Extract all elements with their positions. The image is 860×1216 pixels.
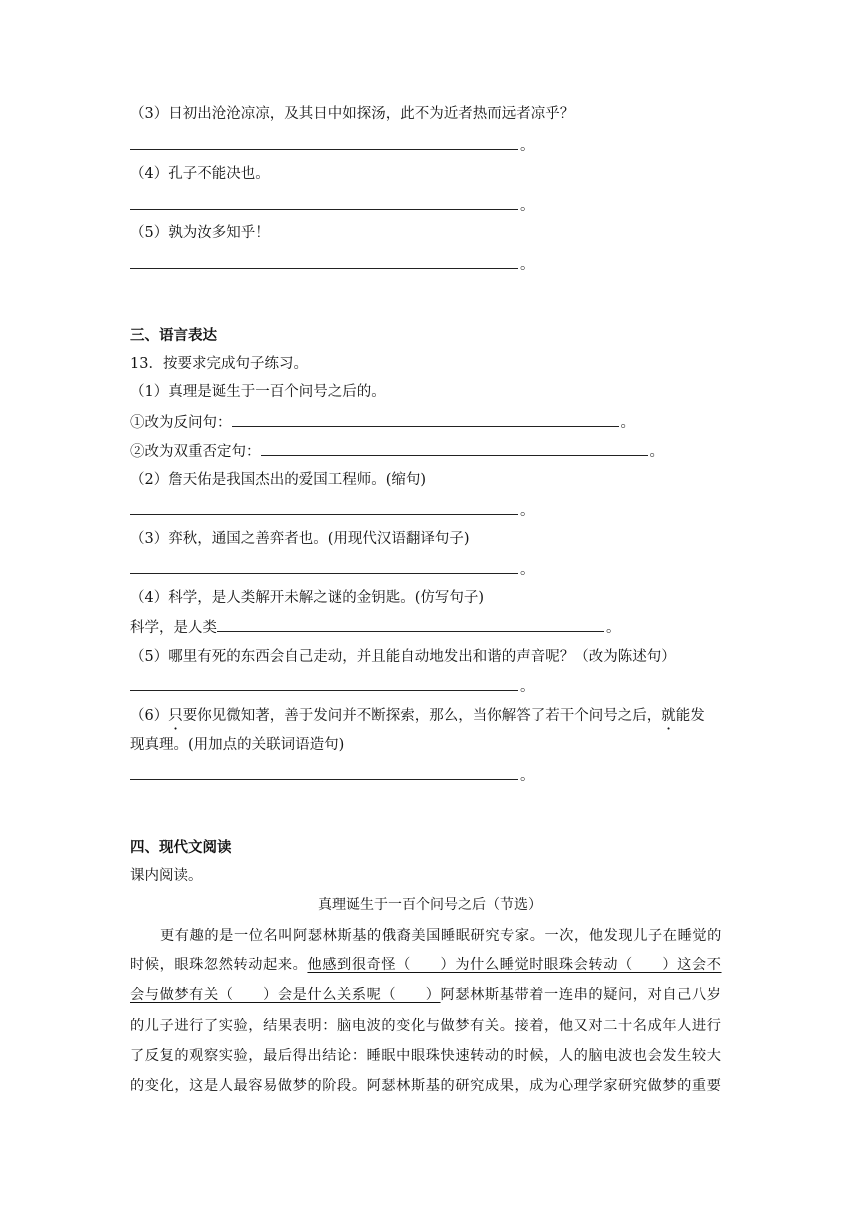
- q13-part-1a: [130, 412, 635, 433]
- answer-blank[interactable]: [130, 559, 518, 574]
- underlined-passage: 会与做梦有关（ ）会是什么关系呢（ ）: [130, 987, 441, 1003]
- answer-line: [130, 765, 535, 786]
- answer-blank[interactable]: [130, 500, 518, 515]
- answer-line: [130, 676, 535, 697]
- q13-part-5: （5）哪里有死的东西会自己走动，并且能自动地发出和谐的声音呢？（改为陈述句）: [130, 649, 676, 665]
- answer-line: [130, 254, 535, 275]
- dotted-word: 就: [661, 708, 676, 724]
- section-heading-reading: 四、现代文阅读: [130, 840, 232, 856]
- period: 。: [606, 620, 621, 636]
- answer-line: [130, 135, 535, 156]
- answer-blank[interactable]: [130, 676, 518, 691]
- answer-blank[interactable]: [130, 765, 518, 780]
- period: 。: [520, 768, 535, 784]
- answer-blank[interactable]: [130, 135, 518, 150]
- period: 。: [520, 679, 535, 695]
- q13-part-3: （3）弈秋，通国之善弈者也。(用现代汉语翻译句子): [130, 531, 470, 547]
- q13-part-4-answer: [130, 617, 621, 638]
- q12-item-3: （3）日初出沧沧凉凉，及其日中如探汤，此不为近者热而远者凉乎？: [130, 106, 575, 122]
- answer-line: [130, 559, 535, 580]
- answer-line: [130, 195, 535, 216]
- period: 。: [520, 198, 535, 214]
- answer-blank[interactable]: [130, 254, 518, 269]
- dotted-word: 只: [168, 708, 183, 724]
- passage-line: 了反复的观察实验，最后得出结论：睡眠中眼珠快速转动的时候，人的脑电波也会发生较大: [130, 1048, 722, 1064]
- prompt-label: ①改为反问句：: [130, 415, 232, 431]
- passage-text: 时候，眼珠忽然转动起来。: [130, 957, 308, 973]
- passage-line: 更有趣的是一位名叫阿瑟林斯基的俄裔美国睡眠研究专家。一次，他发现儿子在睡觉的: [160, 928, 722, 944]
- passage-text: 阿瑟林斯基带着一连串的疑问，对自己八岁: [440, 987, 722, 1003]
- passage-line: [130, 955, 722, 975]
- answer-line: [130, 500, 535, 521]
- question-13: 13．按要求完成句子练习。: [130, 356, 308, 372]
- prompt-label: 科学，是人类: [130, 620, 217, 636]
- answer-blank[interactable]: [130, 195, 518, 210]
- q13-part-1b: [130, 441, 664, 462]
- section-heading-language: 三、语言表达: [130, 328, 217, 344]
- part-number: （6）: [130, 708, 169, 724]
- period: 。: [620, 415, 635, 431]
- underlined-passage: 他感到很奇怪（ ）为什么睡觉时眼珠会转动（ ）这会不: [307, 957, 722, 973]
- passage-line: 的变化，这是人最容易做梦的阶段。阿瑟林斯基的研究成果，成为心理学家研究做梦的重要: [130, 1078, 722, 1094]
- passage-line: 的儿子进行了实验，结果表明：脑电波的变化与做梦有关。接着，他又对二十名成年人进行: [130, 1018, 722, 1034]
- sentence-text: 要你见微知著，善于发问并不断探索，那么，当你解答了若干个问号之后，: [182, 708, 662, 724]
- period: 。: [520, 138, 535, 154]
- q13-part-2: （2）詹天佑是我国杰出的爱国工程师。(缩句): [130, 472, 427, 488]
- reading-subheading: 课内阅读。: [130, 868, 203, 884]
- q13-part-1: （1）真理是诞生于一百个问号之后的。: [130, 384, 386, 400]
- passage-title: 真理诞生于一百个问号之后（节选）: [318, 897, 542, 913]
- sentence-text: 能发: [675, 708, 705, 724]
- q12-item-4: （4）孔子不能决也。: [130, 166, 270, 182]
- q13-part-6: [130, 706, 705, 726]
- prompt-label: ②改为双重否定句：: [130, 444, 261, 460]
- q13-part-6-continued: 现真理。(用加点的关联词语造句): [130, 737, 345, 753]
- q13-part-4: （4）科学，是人类解开未解之谜的金钥匙。(仿写句子): [130, 590, 485, 606]
- answer-blank[interactable]: [232, 412, 619, 427]
- period: 。: [520, 257, 535, 273]
- answer-blank[interactable]: [261, 441, 648, 456]
- period: 。: [520, 562, 535, 578]
- q12-item-5: （5）孰为汝多知乎！: [130, 225, 270, 241]
- passage-line: [130, 985, 722, 1005]
- answer-blank[interactable]: [217, 617, 604, 632]
- period: 。: [520, 503, 535, 519]
- period: 。: [649, 444, 664, 460]
